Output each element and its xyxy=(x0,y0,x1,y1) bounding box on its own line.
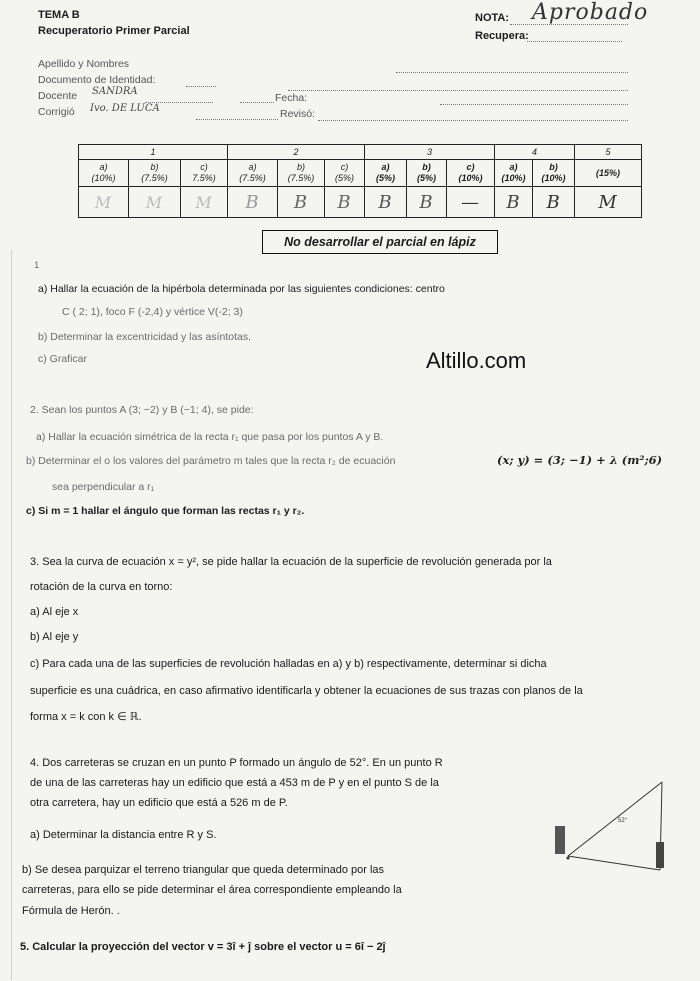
documento-line-2 xyxy=(288,80,628,91)
mark-cell: B xyxy=(278,187,325,218)
q4-b2: carreteras, para ello se pide determinar el área correspondiente empleando la xyxy=(22,884,402,896)
fecha-pre-line xyxy=(240,92,274,103)
recupera-label: Recupera: xyxy=(475,30,529,42)
corrigio-label: Corrigió xyxy=(38,106,75,118)
building-icon xyxy=(555,826,565,854)
point-marker xyxy=(567,857,570,860)
q3-a: a) Al eje x xyxy=(30,606,79,618)
reviso-label: Revisó: xyxy=(280,108,316,120)
angle-label: 52° xyxy=(618,818,628,824)
documento-label: Documento de Identidad: xyxy=(38,74,156,86)
q4-b3: Fórmula de Herón. . xyxy=(22,905,120,917)
group-5: 5 xyxy=(575,145,642,160)
q4-line3: otra carretera, hay un edificio que está a 526 m de P. xyxy=(30,797,288,809)
grades-table xyxy=(78,144,642,218)
weight-cell: (15%) xyxy=(575,160,642,187)
q1-a2: C ( 2; 1), foco F (-2,4) y vértice V(-2; 3) xyxy=(62,306,243,318)
q1-b: b) Determinar la excentricidad y las asíntotas. xyxy=(38,331,252,343)
weight-cell: b) (7.5%) xyxy=(129,160,181,187)
nota-label: NOTA: xyxy=(475,12,510,24)
mark-cell: M xyxy=(575,187,642,218)
weight-cell: b) (5%) xyxy=(407,160,447,187)
mark-cell: B xyxy=(495,187,533,218)
fecha-line xyxy=(440,94,628,105)
building-icon xyxy=(656,842,664,868)
documento-line xyxy=(186,76,216,87)
mark-cell: B xyxy=(228,187,278,218)
q3-b: b) Al eje y xyxy=(30,631,79,643)
group-4: 4 xyxy=(495,145,575,160)
weight-cell: a) (5%) xyxy=(365,160,407,187)
reviso-line xyxy=(318,110,628,121)
mark-cell: B xyxy=(365,187,407,218)
weight-cell: a) (10%) xyxy=(79,160,129,187)
road-left-line xyxy=(568,782,662,856)
mark-cell: — xyxy=(447,187,495,218)
q3-c3: forma x = k con k ∈ ℝ. xyxy=(30,711,142,723)
triangle-base-line xyxy=(568,856,660,870)
q4-line1: 4. Dos carreteras se cruzan en un punto P formado un ángulo de 52°. En un punto R xyxy=(30,757,443,769)
q2-c: c) Si m = 1 hallar el ángulo que forman las rectas r₁ y r₂. xyxy=(26,505,305,517)
weight-cell: a) (10%) xyxy=(495,160,533,187)
corrigio-value: Ivo. DE LUCA xyxy=(90,103,160,114)
triangle-roads-diagram xyxy=(540,760,670,890)
q4-b1: b) Se desea parquizar el terreno triangular que queda determinado por las xyxy=(22,864,385,876)
q3-intro2: rotación de la curva en torno: xyxy=(30,581,173,593)
page-margin-line xyxy=(11,250,12,980)
docente-label: Docente xyxy=(38,90,78,102)
docente-line xyxy=(145,92,213,103)
mark-cell: B xyxy=(407,187,447,218)
q4-line2: de una de las carreteras hay un edificio que está a 453 m de P y en el punto S de la xyxy=(30,777,439,789)
mark-cell: B xyxy=(325,187,365,218)
q2-intro: 2. Sean los puntos A (3; −2) y B (−1; 4), se pide: xyxy=(30,404,254,416)
recupera-line xyxy=(527,30,622,42)
apellido-label: Apellido y Nombres xyxy=(38,58,130,70)
mark-cell: M xyxy=(79,187,129,218)
q1-number: 1 xyxy=(34,260,40,271)
apellido-line xyxy=(396,61,628,73)
weight-cell: b) (10%) xyxy=(533,160,575,187)
watermark: Altillo.com xyxy=(426,348,527,373)
q5-text: 5. Calcular la proyección del vector v = 3î + ĵ sobre el vector u = 6î − 2ĵ xyxy=(20,941,386,953)
q3-intro: 3. Sea la curva de ecuación x = y², se pide hallar la ecuación de la superficie de revolución generada por la xyxy=(30,556,552,568)
weight-cell: b) (7.5%) xyxy=(278,160,325,187)
weight-cell: c) 7.5%) xyxy=(181,160,228,187)
weight-cell: c) (5%) xyxy=(325,160,365,187)
q3-c: c) Para cada una de las superficies de revolución halladas en a) y b) respectivamente, determinar si dicha xyxy=(30,658,547,670)
corrigio-line xyxy=(196,109,278,120)
mark-cell: M xyxy=(129,187,181,218)
pencil-notice: No desarrollar el parcial en lápiz xyxy=(262,230,498,254)
q2-a: a) Hallar la ecuación simétrica de la recta r₁ que pasa por los puntos A y B. xyxy=(36,431,384,443)
exam-subtitle: Recuperatorio Primer Parcial xyxy=(38,25,190,37)
q1-c: c) Graficar xyxy=(38,353,88,365)
fecha-label: Fecha: xyxy=(275,92,308,104)
q2-b2: sea perpendicular a r₁ xyxy=(52,481,155,493)
tema-label: TEMA B xyxy=(38,9,80,21)
mark-cell: M xyxy=(181,187,228,218)
grades-group-row xyxy=(79,145,642,160)
grades-marks-row xyxy=(79,187,642,218)
weight-cell: c) (10%) xyxy=(447,160,495,187)
q1-a: a) Hallar la ecuación de la hipérbola determinada por las siguientes condiciones: centro xyxy=(38,283,445,295)
q2-b-equation: (x; y) = (3; −1) + λ (m²;6) xyxy=(497,453,663,467)
group-2: 2 xyxy=(228,145,365,160)
group-1: 1 xyxy=(79,145,228,160)
q4-a: a) Determinar la distancia entre R y S. xyxy=(30,829,217,841)
q2-b: b) Determinar el o los valores del parámetro m tales que la recta r₂ de ecuación xyxy=(26,455,396,467)
group-3: 3 xyxy=(365,145,495,160)
grades-weight-row xyxy=(79,160,642,187)
nota-value: Aprobado xyxy=(532,0,649,25)
weight-cell: a) (7.5%) xyxy=(228,160,278,187)
q3-c2: superficie es una cuádrica, en caso afirmativo identificarla y obtener la ecuaciones de sus trazas con planos de la xyxy=(30,685,583,697)
docente-value: SANDRA xyxy=(92,86,138,97)
mark-cell: B xyxy=(533,187,575,218)
